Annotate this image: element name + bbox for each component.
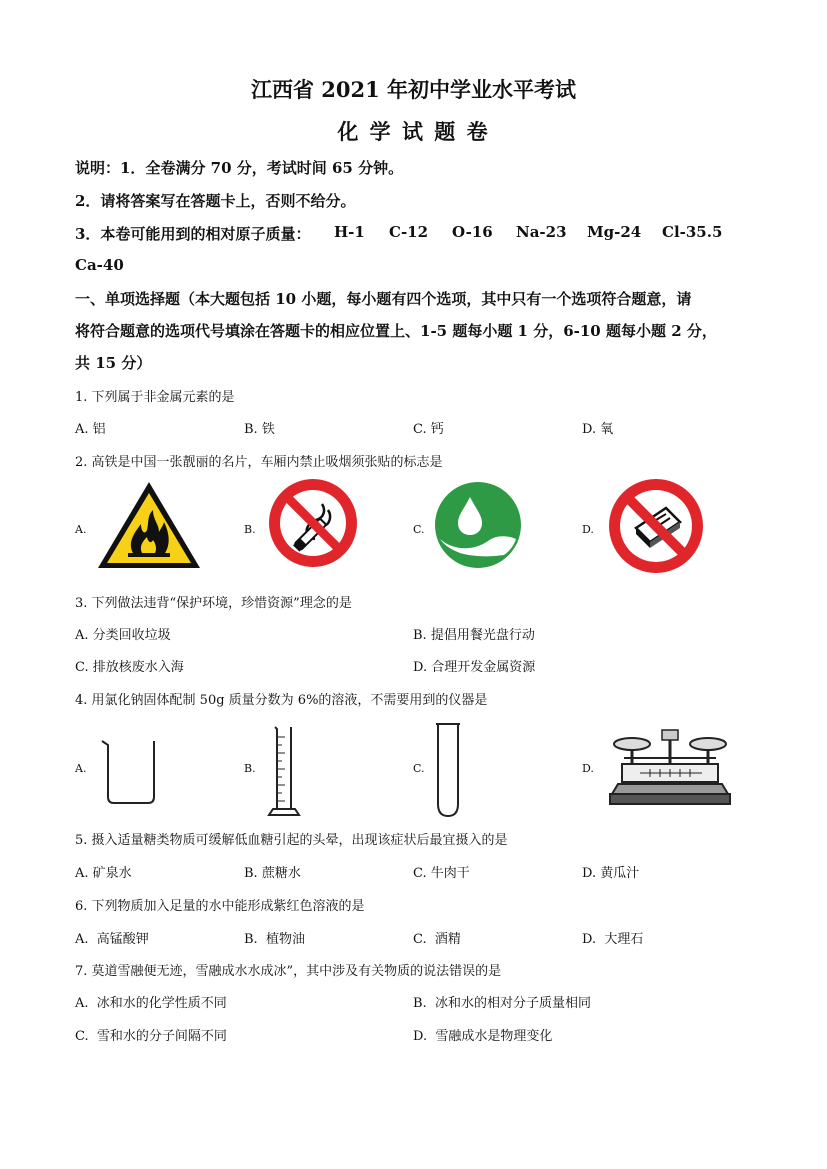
question-1-option-b: B. 铁 (244, 422, 275, 437)
question-5-option-b: B. 蔗糖水 (244, 866, 301, 881)
section-heading-line-1: 一、单项选择题（本大题包括 10 小题，每小题有四个选项，其中只有一个选项符合题意，请 (75, 290, 692, 308)
question-1-option-a: A. 铝 (75, 422, 106, 437)
beaker-icon (100, 737, 160, 805)
balance-scale-icon (610, 728, 730, 806)
test-tube-icon (434, 722, 462, 818)
exam-subtitle: 化 学 试 题 卷 (337, 119, 490, 144)
question-2-option-d: D. (582, 523, 594, 536)
question-4-option-a: A. (75, 762, 87, 775)
question-4-option-d: D. (582, 762, 594, 775)
question-3-option-b: B. 提倡用餐光盘行动 (413, 628, 535, 643)
question-6-stem: 6. 下列物质加入足量的水中能形成紫红色溶液的是 (75, 899, 365, 914)
atomic-mass-ca: Ca-40 (75, 256, 124, 274)
atomic-mass-cl: Cl-35.5 (662, 223, 723, 241)
question-2-option-a: A. (75, 523, 87, 536)
exam-title: 江西省 2021 年初中学业水平考试 (250, 77, 577, 102)
question-7-stem: 7. 莫道雪融便无迹，雪融成水水成冰”，其中涉及有关物质的说法错误的是 (75, 964, 502, 979)
question-3-option-a: A. 分类回收垃圾 (75, 628, 171, 643)
atomic-mass-na: Na-23 (516, 223, 567, 241)
question-5-option-d: D. 黄瓜汁 (582, 866, 640, 881)
question-4-stem: 4. 用氯化钠固体配制 50g 质量分数为 6%的溶液，不需要用到的仪器是 (75, 693, 488, 708)
instruction-line-1: 说明：1．全卷满分 70 分，考试时间 65 分钟。 (75, 159, 404, 177)
section-heading-line-3: 共 15 分） (75, 354, 152, 372)
question-6-option-c: C. 酒精 (413, 932, 461, 947)
question-4-option-c: C. (413, 762, 425, 775)
question-6-option-d: D. 大理石 (582, 932, 644, 947)
no-smoking-sign-icon (268, 478, 358, 568)
question-1-stem: 1. 下列属于非金属元素的是 (75, 390, 235, 405)
question-4-option-b: B. (244, 762, 256, 775)
question-5-option-c: C. 牛肉干 (413, 866, 470, 881)
atomic-mass-c: C-12 (389, 223, 429, 241)
question-3-option-c: C. 排放核废水入海 (75, 660, 184, 675)
question-2-option-b: B. (244, 523, 256, 536)
section-heading-line-2: 将符合题意的选项代号填涂在答题卡的相应位置上、1-5 题每小题 1 分，6-10 题每小题 2 分， (75, 322, 717, 340)
question-2-option-c: C. (413, 523, 425, 536)
fire-warning-sign-icon (97, 480, 202, 570)
question-7-option-d: D. 雪融成水是物理变化 (413, 1029, 553, 1044)
question-5-stem: 5. 摄入适量糖类物质可缓解低血糖引起的头晕，出现该症状后最宜摄入的是 (75, 833, 508, 848)
question-3-option-d: D. 合理开发金属资源 (413, 660, 536, 675)
question-7-option-c: C. 雪和水的分子间隔不同 (75, 1029, 227, 1044)
instruction-line-3: 3．本卷可能用到的相对原子质量： (75, 225, 311, 243)
question-1-option-d: D. 氧 (582, 422, 614, 437)
question-7-option-b: B. 冰和水的相对分子质量相同 (413, 996, 591, 1011)
water-saving-sign-icon (434, 481, 522, 569)
atomic-mass-mg: Mg-24 (587, 223, 642, 241)
question-3-stem: 3. 下列做法违背“保护环境，珍惜资源”理念的是 (75, 596, 352, 611)
question-1-option-c: C. 钙 (413, 422, 444, 437)
question-7-option-a: A. 冰和水的化学性质不同 (75, 996, 227, 1011)
question-5-option-a: A. 矿泉水 (75, 866, 132, 881)
question-6-option-b: B. 植物油 (244, 932, 305, 947)
no-matches-sign-icon (608, 478, 704, 574)
atomic-mass-o: O-16 (452, 223, 493, 241)
graduated-cylinder-icon (269, 725, 301, 817)
instruction-line-2: 2．请将答案写在答题卡上，否则不给分。 (75, 192, 356, 210)
question-6-option-a: A. 高锰酸钾 (75, 932, 149, 947)
atomic-mass-h: H-1 (334, 223, 365, 241)
question-2-stem: 2. 高铁是中国一张靓丽的名片，车厢内禁止吸烟须张贴的标志是 (75, 455, 443, 470)
